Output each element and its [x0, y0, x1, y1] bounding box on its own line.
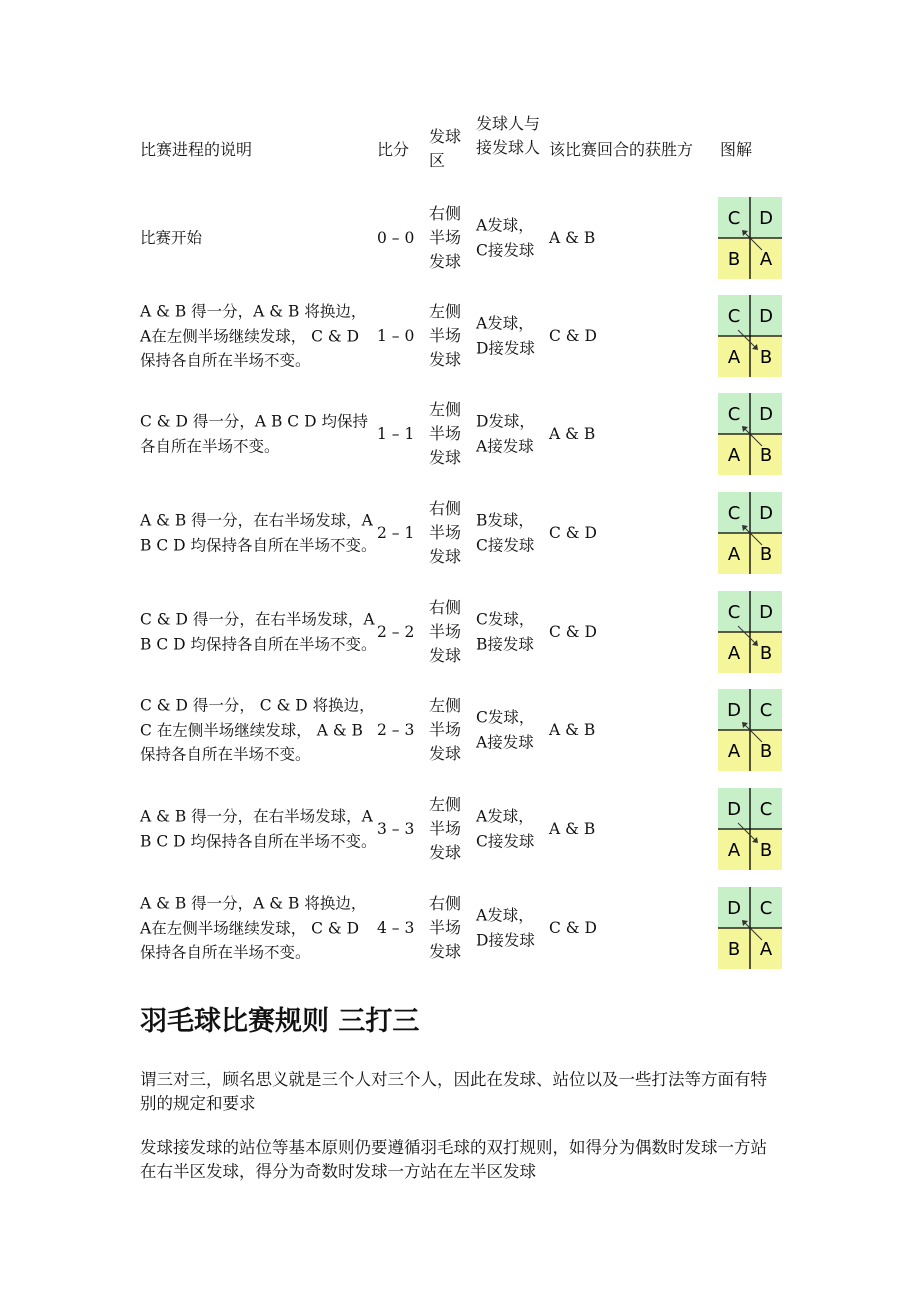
player-top-right: D	[759, 503, 773, 524]
row-zone: 右侧半场发球	[429, 499, 462, 566]
row-zone: 右侧半场发球	[429, 204, 462, 271]
table-row	[0, 685, 920, 775]
player-top-right: D	[759, 208, 773, 229]
court-diagram	[718, 197, 782, 279]
row-winner: A & B	[549, 425, 596, 443]
row-score: 2 – 1	[377, 524, 415, 542]
paragraph-intro: 谓三对三，顾名思义就是三个人对三个人，因此在发球、站位以及一些打法等方面有特别的规定和要求	[140, 1070, 767, 1113]
player-top-left: C	[727, 208, 741, 229]
row-server	[476, 608, 552, 657]
row-zone: 右侧半场发球	[429, 598, 462, 665]
player-bottom-right: A	[759, 939, 773, 960]
row-winner: A & B	[549, 721, 596, 739]
court-diagram-svg	[718, 197, 782, 279]
row-server	[476, 706, 552, 755]
row-server	[476, 312, 552, 361]
server-line: D发球，	[476, 412, 535, 431]
row-description: A & B 得一分，A & B 将换边， A在左侧半场继续发球， C & D 保持各自所在半场不变。	[140, 894, 367, 962]
header-diagram: 图解	[720, 140, 753, 159]
court-diagram	[718, 295, 782, 377]
table-row	[0, 883, 920, 973]
player-bottom-right: B	[759, 445, 773, 466]
player-bottom-right: B	[759, 741, 773, 762]
row-zone: 右侧半场发球	[429, 894, 462, 961]
player-top-left: C	[727, 503, 741, 524]
row-description: C & D 得一分， C & D 将换边， C 在左侧半场继续发球， A & B 保持各自所在半场不变。	[140, 696, 375, 764]
court-diagram-svg	[718, 393, 782, 475]
row-score: 0 – 0	[377, 229, 415, 247]
row-description: A & B 得一分，A & B 将换边， A在左侧半场继续发球， C & D 保持各自所在半场不变。	[140, 302, 367, 370]
receiver-line: A接发球	[476, 437, 534, 455]
header-winner: 该比赛回合的获胜方	[549, 140, 694, 159]
receiver-line: D接发球	[476, 339, 535, 357]
row-winner: C & D	[549, 327, 597, 345]
court-diagram-svg	[718, 492, 782, 574]
player-bottom-right: B	[759, 544, 773, 565]
row-server	[476, 904, 552, 953]
row-score: 2 – 3	[377, 721, 415, 739]
row-zone: 左侧半场发球	[429, 302, 462, 369]
row-server	[476, 214, 552, 263]
court-diagram	[718, 689, 782, 771]
table-row	[0, 488, 920, 578]
player-bottom-right: B	[759, 643, 773, 664]
court-diagram-svg	[718, 591, 782, 673]
header-description: 比赛进程的说明	[140, 140, 253, 159]
server-line: B发球，	[476, 511, 534, 530]
player-top-right: C	[759, 700, 773, 721]
table-row	[0, 389, 920, 479]
row-score: 1 – 1	[377, 425, 415, 443]
row-score: 4 – 3	[377, 919, 415, 937]
player-top-left: C	[727, 602, 741, 623]
receiver-line: B接发球	[476, 635, 534, 653]
receiver-line: C接发球	[476, 832, 535, 850]
player-bottom-right: B	[759, 347, 773, 368]
court-diagram-svg	[718, 887, 782, 969]
row-description: A & B 得一分，在右半场发球，A B C D 均保持各自所在半场不变。	[140, 511, 377, 554]
court-diagram	[718, 591, 782, 673]
row-winner: C & D	[549, 623, 597, 641]
row-server	[476, 509, 552, 558]
player-bottom-right: B	[759, 840, 773, 861]
row-winner: A & B	[549, 820, 596, 838]
server-line: A发球，	[476, 807, 534, 826]
table-row	[0, 784, 920, 874]
receiver-line: D接发球	[476, 931, 535, 949]
player-bottom-right: A	[759, 249, 773, 270]
player-top-right: C	[759, 898, 773, 919]
receiver-line: A接发球	[476, 733, 534, 751]
receiver-line: C接发球	[476, 241, 535, 259]
court-diagram-svg	[718, 689, 782, 771]
court-diagram	[718, 887, 782, 969]
receiver-line: C接发球	[476, 536, 535, 554]
row-description: C & D 得一分，在右半场发球，A B C D 均保持各自所在半场不变。	[140, 610, 377, 653]
header-score: 比分	[377, 140, 410, 159]
player-top-right: D	[759, 602, 773, 623]
player-bottom-left: B	[727, 939, 741, 960]
table-row	[0, 291, 920, 381]
row-zone: 左侧半场发球	[429, 696, 462, 763]
player-top-left: C	[727, 404, 741, 425]
player-bottom-left: A	[727, 643, 741, 664]
player-bottom-left: B	[727, 249, 741, 270]
table-row	[0, 193, 920, 283]
player-bottom-left: A	[727, 840, 741, 861]
row-score: 1 – 0	[377, 327, 415, 345]
player-top-left: C	[727, 306, 741, 327]
player-top-left: D	[727, 799, 741, 820]
row-description: A & B 得一分，在右半场发球，A B C D 均保持各自所在半场不变。	[140, 807, 377, 850]
player-top-right: D	[759, 306, 773, 327]
player-top-left: D	[727, 898, 741, 919]
paragraph-rules: 发球接发球的站位等基本原则仍要遵循羽毛球的双打规则，如得分为偶数时发球一方站在右半区发球，得分为奇数时发球一方站在左半区发球	[140, 1138, 767, 1181]
row-description: 比赛开始	[140, 228, 203, 247]
header-server: 发球人与接发球人	[476, 114, 541, 157]
row-description: C & D 得一分，A B C D 均保持各自所在半场不变。	[140, 412, 368, 455]
row-zone: 左侧半场发球	[429, 400, 462, 467]
player-bottom-left: A	[727, 445, 741, 466]
row-server	[476, 805, 552, 854]
section-title: 羽毛球比赛规则 三打三	[140, 1006, 420, 1037]
court-diagram-svg	[718, 788, 782, 870]
server-line: C发球，	[476, 610, 535, 629]
court-diagram-svg	[718, 295, 782, 377]
row-winner: C & D	[549, 524, 597, 542]
row-score: 3 – 3	[377, 820, 415, 838]
player-top-right: D	[759, 404, 773, 425]
table-row	[0, 587, 920, 677]
row-zone: 左侧半场发球	[429, 795, 462, 862]
server-line: A发球，	[476, 314, 534, 333]
row-server	[476, 410, 552, 459]
player-bottom-left: A	[727, 741, 741, 762]
court-diagram	[718, 492, 782, 574]
player-top-right: C	[759, 799, 773, 820]
server-line: A发球，	[476, 216, 534, 235]
row-winner: A & B	[549, 229, 596, 247]
header-zone: 发球区	[429, 127, 462, 170]
player-top-left: D	[727, 700, 741, 721]
court-diagram	[718, 393, 782, 475]
row-score: 2 – 2	[377, 623, 415, 641]
row-winner: C & D	[549, 919, 597, 937]
player-bottom-left: A	[727, 347, 741, 368]
player-bottom-left: A	[727, 544, 741, 565]
server-line: A发球，	[476, 906, 534, 925]
court-diagram	[718, 788, 782, 870]
server-line: C发球，	[476, 708, 535, 727]
